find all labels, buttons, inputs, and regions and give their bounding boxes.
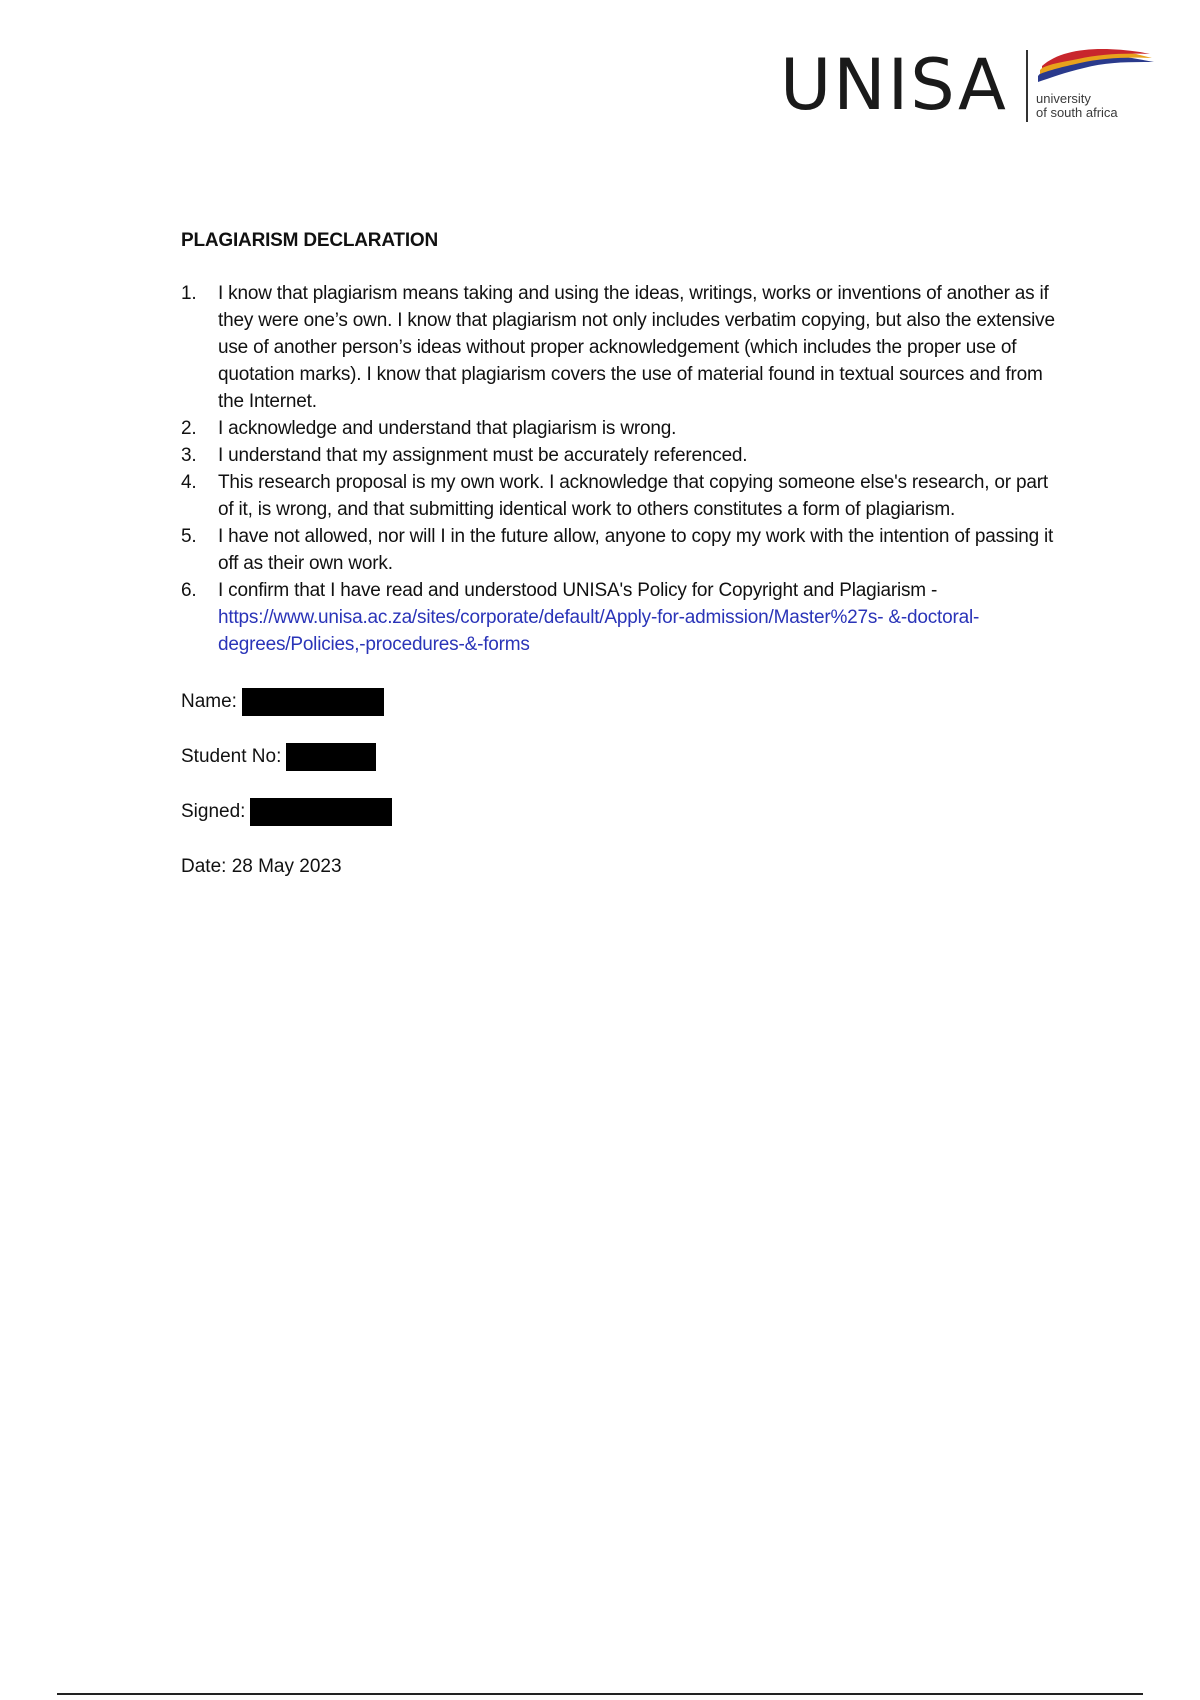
list-item (181, 415, 1061, 442)
page-title: PLAGIARISM DECLARATION (181, 230, 439, 251)
list-item (181, 442, 1061, 469)
date-field (181, 852, 1061, 882)
list-item-number: 4. (181, 472, 197, 493)
declaration-content (181, 230, 1061, 907)
list-item-text: I know that plagiarism means taking and using the ideas, writings, works or inventions of another as if they were one’s own. I know that plagiarism not only includes verbatim copying, but also the extensive use of another person’s ideas without proper acknowledgement (which includes the proper use of quotation marks). I know that plagiarism covers the use of material found in textual sources and from the Internet. (218, 283, 1055, 412)
list-item-number: 6. (181, 580, 197, 601)
logo-divider (1026, 50, 1028, 122)
list-item-text: I acknowledge and understand that plagiarism is wrong. (218, 418, 677, 439)
logo-wordmark: UNISA (780, 44, 1008, 126)
list-item-number: 5. (181, 526, 197, 547)
signature-fields (181, 687, 1061, 882)
list-item-text: This research proposal is my own work. I acknowledge that copying someone else's research, or part of it, is wrong, and that submitting identical work to others constitutes a form of plagiarism. (218, 472, 1048, 520)
list-item-number: 2. (181, 418, 197, 439)
list-item-number: 1. (181, 283, 197, 304)
policy-link[interactable]: https://www.unisa.ac.za/sites/corporate/default/Apply-for-admission/Master%27s- &-doctoral-degrees/Policies,-procedures-&-forms (218, 607, 980, 655)
signed-field (181, 797, 1061, 827)
name-redaction (242, 688, 384, 716)
list-item-text: I understand that my assignment must be accurately referenced. (218, 445, 748, 466)
logo-subtitle-line1: university (1036, 91, 1091, 106)
student-no-redaction (286, 743, 376, 771)
date-label: Date: 28 May 2023 (181, 856, 342, 877)
list-item (181, 577, 1061, 658)
logo-swoosh-icon (1036, 48, 1156, 88)
student-no-field (181, 742, 1061, 772)
list-item-text: I have not allowed, nor will I in the future allow, anyone to copy my work with the intention of passing it off as their own work. (218, 526, 1054, 574)
declaration-list (181, 280, 1061, 658)
logo-subtitle-line2: of south africa (1036, 105, 1118, 120)
unisa-logo (780, 44, 1150, 128)
footer-divider (57, 1693, 1143, 1695)
name-field (181, 687, 1061, 717)
signed-label: Signed: (181, 801, 246, 822)
list-item-text-wrapper (218, 577, 1061, 658)
list-item-number: 3. (181, 445, 197, 466)
list-item (181, 280, 1061, 415)
name-label: Name: (181, 691, 237, 712)
logo-subtitle (1036, 92, 1118, 120)
student-no-label: Student No: (181, 746, 282, 767)
list-item (181, 469, 1061, 523)
signature-redaction (250, 798, 392, 826)
list-item (181, 523, 1061, 577)
list-item-text: I confirm that I have read and understood UNISA's Policy for Copyright and Plagiarism - (218, 580, 938, 601)
